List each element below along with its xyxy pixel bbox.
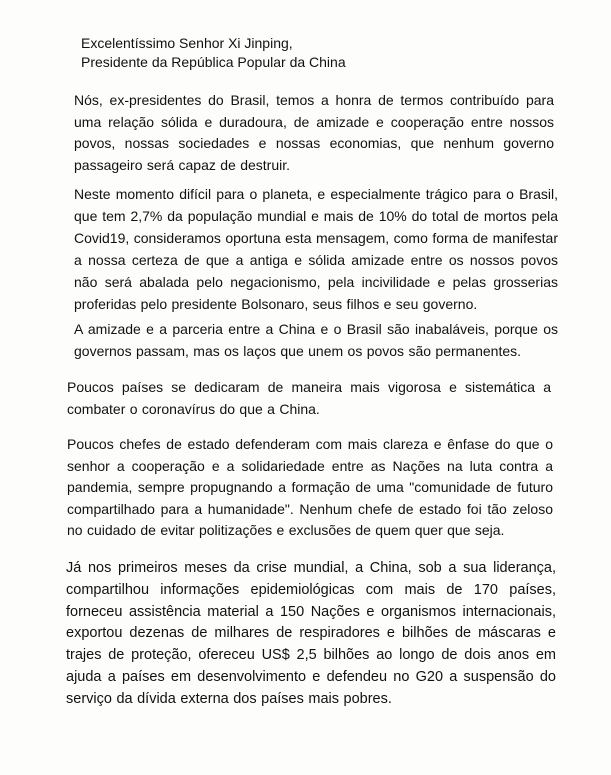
salutation-addressee: Excelentíssimo Senhor Xi Jinping, xyxy=(81,35,293,51)
paragraph-friendship-history: Nós, ex-presidentes do Brasil, temos a honra de termos contribuído para uma relação sólida e duradoura, de amizade e cooperação entre nossos povos, nossas sociedades e nossas economias, que nenhum governo passageiro será capaz de destruir. xyxy=(74,92,554,173)
paragraph-difficult-moment: Neste momento difícil para o planeta, e especialmente trágico para o Brasil, que tem 2,7% da população mundial e mais de 10% do total de mortos pela Covid19, consideramos oportuna esta mensagem, como forma de manifestar a nossa certeza de que a antiga e sólida amizade entre os nossos povos não será abalada pelo negacionismo, pela incivilidade e pelas grosserias proferidas pelo presidente Bolsonaro, seus filhos e seu governo. xyxy=(74,186,558,312)
salutation-title: Presidente da República Popular da China xyxy=(81,54,346,70)
paragraph-partnership: A amizade e a parceria entre a China e o Brasil são inabaláveis, porque os governos passam, mas os laços que unem os povos são permanentes. xyxy=(74,321,558,359)
paragraph-cooperation: Poucos chefes de estado defenderam com mais clareza e ênfase do que o senhor a cooperação e a solidariedade entre as Nações na luta contra a pandemia, sempre propugnando a formação de uma "comunidade de futuro compartilhado para a humanidade". Nenhum chefe de estado foi tão zeloso no cuidado de evitar politizações e exclusões de quem quer que seja. xyxy=(67,436,553,538)
paragraph-china-assistance: Já nos primeiros meses da crise mundial, a China, sob a sua liderança, compartilhou informações epidemiológicas com mais de 170 países, forneceu assistência material a 150 Nações e organismos internacionais, exportou dezenas de milhares de respiradores e bilhões de máscaras e trajes de proteção, ofereceu US$ 2,5 bilhões ao longo de dois anos em ajuda a países em desenvolvimento e defendeu no G20 a suspensão do serviço da dívida externa dos países mais pobres. xyxy=(66,560,556,707)
paragraph-coronavirus-effort: Poucos países se dedicaram de maneira mais vigorosa e sistemática a combater o coronavírus do que a China. xyxy=(67,379,551,417)
salutation xyxy=(81,34,561,72)
